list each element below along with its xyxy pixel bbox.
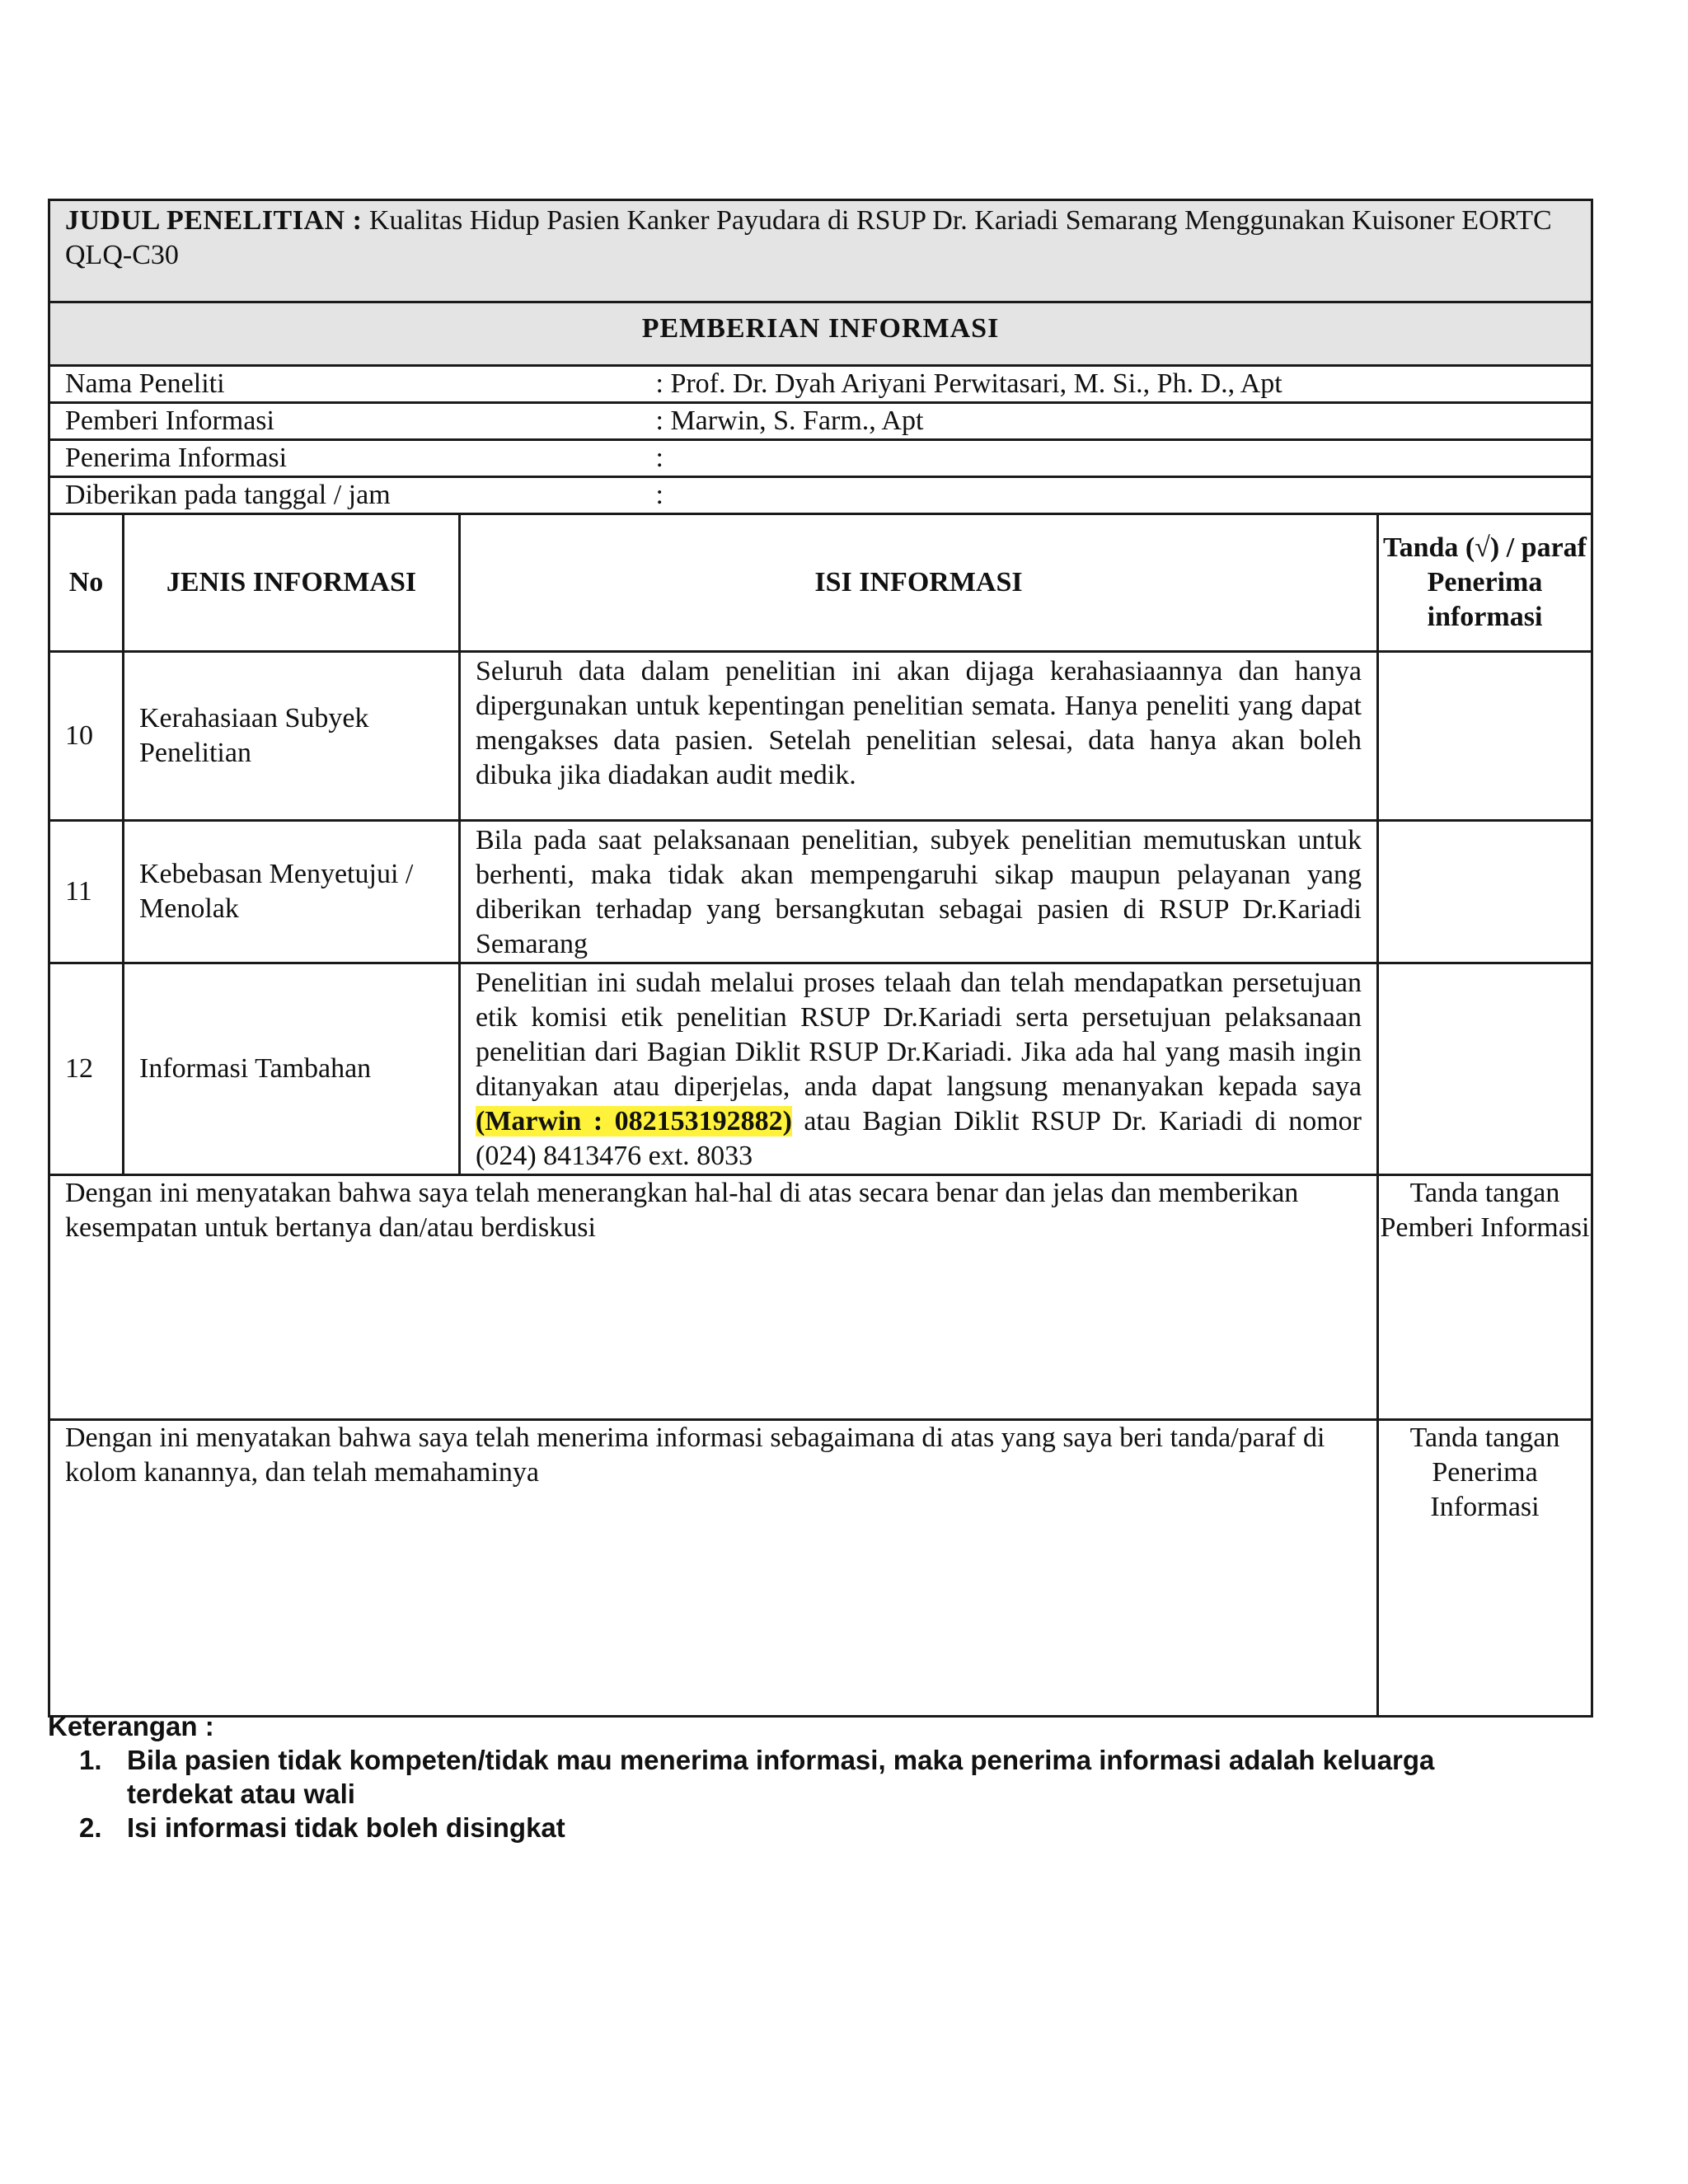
note-number: 1. [79, 1745, 102, 1775]
row-checkmark-cell[interactable] [1378, 963, 1592, 1175]
row-info-type: Informasi Tambahan [124, 963, 460, 1175]
note-item [48, 1743, 1531, 1811]
content-text: Penelitian ini sudah melalui proses telaah dan telah mendapatkan persetujuan etik komisi etik penelitian RSUP Dr.Kariadi serta persetujuan pelaksanaan penelitian dari Bagian Diklit RSUP Dr.Kariadi. Jika ada hal yang masih ingin ditanyakan atau diperjelas, anda dapat langsung menanyakan kepada saya [476, 968, 1362, 1102]
notes-title: Keterangan : [48, 1711, 214, 1741]
declaration-text: Dengan ini menyatakan bahwa saya telah menerima informasi sebagaimana di atas yang saya beri tanda/paraf di kolom kanannya, dan telah memahaminya [49, 1420, 1378, 1717]
column-header-row [49, 514, 1592, 652]
row-number: 11 [49, 821, 124, 963]
row-info-content [460, 963, 1378, 1175]
column-header-isi: ISI INFORMASI [460, 514, 1378, 652]
info-value: : [460, 477, 1592, 514]
note-text: Isi informasi tidak boleh disingkat [127, 1812, 565, 1843]
info-value: : Marwin, S. Farm., Apt [460, 403, 1592, 440]
declaration-text: Dengan ini menyatakan bahwa saya telah menerangkan hal-hal di atas secara benar dan jelas dan memberikan kesempatan untuk bertanya dan/atau berdiskusi [49, 1175, 1378, 1420]
column-header-jenis: JENIS INFORMASI [124, 514, 460, 652]
info-value: : [460, 440, 1592, 477]
row-info-type: Kebebasan Menyetujui / Menolak [124, 821, 460, 963]
signature-penerima[interactable]: Tanda tangan Penerima Informasi [1378, 1420, 1592, 1717]
consent-form [48, 199, 1591, 1718]
declaration-row [49, 1175, 1592, 1420]
note-text: Bila pasien tidak kompeten/tidak mau menerima informasi, maka penerima informasi adalah keluarga terdekat atau wali [127, 1745, 1435, 1809]
notes-list [48, 1743, 1531, 1844]
research-title-text: Kualitas Hidup Pasien Kanker Payudara di RSUP Dr. Kariadi Semarang Menggunakan Kuisoner EORTC QLQ-C30 [65, 205, 1552, 270]
row-checkmark-cell[interactable] [1378, 652, 1592, 821]
signature-pemberi[interactable]: Tanda tangan Pemberi Informasi [1378, 1175, 1592, 1420]
info-label: Pemberi Informasi [49, 403, 460, 440]
research-title-label: JUDUL PENELITIAN : [65, 205, 363, 236]
table-row [49, 652, 1592, 821]
row-info-type: Kerahasiaan Subyek Penelitian [124, 652, 460, 821]
information-table [48, 199, 1593, 1718]
info-label: Penerima Informasi [49, 440, 460, 477]
column-header-no: No [49, 514, 124, 652]
row-number: 10 [49, 652, 124, 821]
declaration-row [49, 1420, 1592, 1717]
info-label: Nama Peneliti [49, 366, 460, 403]
row-number: 12 [49, 963, 124, 1175]
row-info-content: Seluruh data dalam penelitian ini akan dijaga kerahasiaannya dan hanya dipergunakan untuk kepentingan penelitian semata. Hanya peneliti yang dapat mengakses data pasien. Setelah penelitian selesai, data hanya akan boleh dibuka jika diadakan audit medik. [460, 652, 1378, 821]
row-info-content: Bila pada saat pelaksanaan penelitian, subyek penelitian memutuskan untuk berhenti, maka tidak akan mempengaruhi sikap maupun pelayanan yang diberikan terhadap yang bersangkutan sebagai pasien di RSUP Dr.Kariadi Semarang [460, 821, 1378, 963]
info-row [49, 403, 1592, 440]
info-row [49, 477, 1592, 514]
contact-highlight: (Marwin : 082153192882) [476, 1106, 792, 1137]
column-header-tanda: Tanda (√) / paraf Penerima informasi [1378, 514, 1592, 652]
content-text: atau Bagian Diklit RSUP Dr. Kariadi di nomor (024) 8413476 ext. 8033 [476, 1106, 1362, 1171]
info-value: : Prof. Dr. Dyah Ariyani Perwitasari, M. Si., Ph. D., Apt [460, 366, 1592, 403]
info-label: Diberikan pada tanggal / jam [49, 477, 460, 514]
note-number: 2. [79, 1812, 102, 1843]
info-row [49, 366, 1592, 403]
section-title: PEMBERIAN INFORMASI [49, 302, 1592, 366]
notes-section [48, 1709, 1531, 1844]
table-row [49, 963, 1592, 1175]
table-row [49, 821, 1592, 963]
info-row [49, 440, 1592, 477]
row-checkmark-cell[interactable] [1378, 821, 1592, 963]
research-title [49, 200, 1592, 302]
note-item [48, 1811, 1531, 1844]
